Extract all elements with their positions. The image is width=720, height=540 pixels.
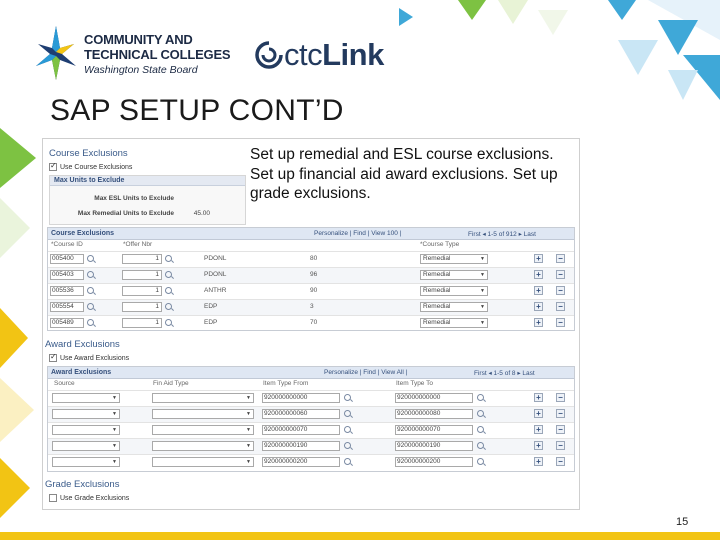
item-type-to-input[interactable]: 920000000070 [395, 425, 473, 435]
award-grid-pager[interactable]: First ◂ 1-5 of 8 ▸ Last [474, 370, 535, 377]
delete-row-button[interactable]: − [556, 318, 565, 327]
subject-text: EDP [204, 319, 218, 326]
use-grade-exclusions-label: Use Grade Exclusions [60, 495, 130, 502]
lookup-icon[interactable] [165, 271, 172, 278]
item-type-from-input[interactable]: 920000000190 [262, 441, 340, 451]
grade-exclusions-title: Grade Exclusions [45, 479, 120, 490]
item-type-to-input[interactable]: 920000000190 [395, 441, 473, 451]
offer-nbr-input[interactable]: 1 [122, 302, 162, 312]
item-type-from-input[interactable]: 920000000200 [262, 457, 340, 467]
course-id-input[interactable]: 005489 [50, 318, 84, 328]
blue-triangle-decoration [399, 8, 413, 26]
course-grid-pager[interactable]: First ◂ 1-5 of 912 ▸ Last [468, 231, 536, 238]
subject-text: EDP [204, 303, 218, 310]
ctclink-swirl-icon [254, 40, 284, 70]
course-id-input[interactable]: 005403 [50, 270, 84, 280]
delete-row-button[interactable]: − [556, 425, 565, 434]
slide-caption: Set up remedial and ESL course exclusions. Set up financial aid award exclusions. Set up grade exclusions. [250, 146, 558, 202]
page-number: 15 [676, 516, 689, 528]
delete-row-button[interactable]: − [556, 254, 565, 263]
ctclink-wordmark [284, 37, 384, 73]
table-row [48, 390, 574, 406]
use-course-exclusions-label: Use Course Exclusions [60, 164, 133, 171]
max-remedial-units-value[interactable]: 45.00 [193, 210, 210, 217]
max-esl-units-label: Max ESL Units to Exclude [94, 195, 174, 202]
award-grid-nav[interactable]: Personalize | Find | View All | [324, 369, 408, 376]
table-row [48, 267, 574, 283]
award-grid-title: Award Exclusions [51, 369, 112, 376]
use-grade-exclusions-checkbox[interactable] [49, 494, 57, 502]
slide-title: SAP SETUP CONT’D [50, 94, 344, 127]
corner-triangle-pattern [458, 0, 720, 110]
bottom-accent-bar [0, 532, 720, 540]
delete-row-button[interactable]: − [556, 457, 565, 466]
course-type-select[interactable]: Remedial ▼ [420, 254, 488, 264]
item-type-to-input[interactable]: 920000000000 [395, 393, 473, 403]
source-select[interactable] [52, 409, 120, 419]
fin-aid-type-select[interactable] [152, 393, 254, 403]
source-select[interactable] [52, 457, 120, 467]
lookup-icon[interactable] [477, 410, 484, 417]
source-select[interactable] [52, 441, 120, 451]
course-type-select[interactable]: Remedial ▼ [420, 318, 488, 328]
use-award-exclusions-label: Use Award Exclusions [60, 355, 130, 362]
course-id-input[interactable]: 005554 [50, 302, 84, 312]
course-id-input[interactable]: 005400 [50, 254, 84, 264]
catalog-text: 70 [310, 319, 318, 326]
course-exclusions-title: Course Exclusions [49, 148, 128, 159]
org-name-line3: Washington State Board [84, 64, 198, 76]
table-row [48, 406, 574, 422]
subject-text: ANTHR [204, 287, 227, 294]
subject-text: PDONL [204, 271, 227, 278]
course-type-select[interactable]: Remedial ▼ [420, 270, 488, 280]
fin-aid-type-select[interactable] [152, 425, 254, 435]
delete-row-button[interactable]: − [556, 441, 565, 450]
ctclink-prefix: ctc [284, 37, 323, 72]
max-units-box [49, 175, 246, 225]
col-item-type-to: Item Type To [396, 380, 433, 387]
subject-text: PDONL [204, 255, 227, 262]
lookup-icon[interactable] [477, 426, 484, 433]
org-name-line2: TECHNICAL COLLEGES [84, 47, 231, 62]
course-grid-header [48, 240, 574, 250]
lookup-icon[interactable] [477, 442, 484, 449]
source-select[interactable] [52, 393, 120, 403]
table-row [48, 438, 574, 454]
use-award-exclusions-checkbox[interactable] [49, 354, 57, 362]
add-row-button[interactable]: + [534, 457, 543, 466]
table-row [48, 283, 574, 299]
left-triangle-pattern [0, 128, 36, 540]
lookup-icon[interactable] [165, 255, 172, 262]
catalog-text: 3 [310, 303, 314, 310]
col-item-type-from: Item Type From [263, 380, 309, 387]
offer-nbr-input[interactable]: 1 [122, 270, 162, 280]
catalog-text: 96 [310, 271, 318, 278]
add-row-button[interactable]: + [534, 441, 543, 450]
offer-nbr-input[interactable]: 1 [122, 318, 162, 328]
lookup-icon[interactable] [344, 410, 351, 417]
lookup-icon[interactable] [87, 255, 94, 262]
table-row [48, 299, 574, 315]
table-row [48, 454, 574, 470]
sbctc-logo [30, 22, 240, 88]
course-type-select[interactable]: Remedial ▼ [420, 286, 488, 296]
delete-row-button[interactable]: − [556, 393, 565, 402]
course-grid-nav[interactable]: Personalize | Find | View 100 | [314, 230, 402, 237]
item-type-from-input[interactable]: 920000000000 [262, 393, 340, 403]
lookup-icon[interactable] [87, 303, 94, 310]
course-exclusions-grid [47, 227, 575, 331]
lookup-icon[interactable] [344, 426, 351, 433]
delete-row-button[interactable]: − [556, 270, 565, 279]
award-exclusions-grid [47, 366, 575, 472]
lookup-icon[interactable] [87, 287, 94, 294]
item-type-from-input[interactable]: 920000000070 [262, 425, 340, 435]
add-row-button[interactable]: + [534, 409, 543, 418]
lookup-icon[interactable] [344, 442, 351, 449]
lookup-icon[interactable] [165, 287, 172, 294]
add-row-button[interactable]: + [534, 425, 543, 434]
delete-row-button[interactable]: − [556, 286, 565, 295]
sbctc-star-icon [30, 22, 78, 82]
lookup-icon[interactable] [344, 394, 351, 401]
col-offer-nbr: *Offer Nbr [123, 241, 153, 248]
table-row [48, 422, 574, 438]
add-row-button[interactable]: + [534, 302, 543, 311]
add-row-button[interactable]: + [534, 393, 543, 402]
add-row-button[interactable]: + [534, 270, 543, 279]
col-source: Source [54, 380, 75, 387]
max-units-header: Max Units to Exclude [50, 176, 245, 186]
award-grid-header [48, 379, 574, 389]
award-exclusions-title: Award Exclusions [45, 339, 120, 350]
lookup-icon[interactable] [87, 271, 94, 278]
col-fin-aid-type: Fin Aid Type [153, 380, 189, 387]
lookup-icon[interactable] [165, 319, 172, 326]
table-row [48, 315, 574, 331]
fin-aid-type-select[interactable] [152, 409, 254, 419]
add-row-button[interactable]: + [534, 286, 543, 295]
offer-nbr-input[interactable]: 1 [122, 254, 162, 264]
course-grid-title: Course Exclusions [51, 230, 115, 237]
item-type-to-input[interactable]: 920000000200 [395, 457, 473, 467]
offer-nbr-input[interactable]: 1 [122, 286, 162, 296]
col-course-type: *Course Type [420, 241, 460, 248]
lookup-icon[interactable] [477, 394, 484, 401]
delete-row-button[interactable]: − [556, 409, 565, 418]
lookup-icon[interactable] [165, 303, 172, 310]
catalog-text: 90 [310, 287, 318, 294]
award-grid-toolbar [48, 367, 574, 379]
lookup-icon[interactable] [477, 458, 484, 465]
org-name-line1: COMMUNITY AND [84, 32, 193, 47]
course-type-select[interactable]: Remedial ▼ [420, 302, 488, 312]
lookup-icon[interactable] [344, 458, 351, 465]
add-row-button[interactable]: + [534, 254, 543, 263]
add-row-button[interactable]: + [534, 318, 543, 327]
fin-aid-type-select[interactable] [152, 457, 254, 467]
max-remedial-units-label: Max Remedial Units to Exclude [77, 210, 174, 217]
catalog-text: 80 [310, 255, 318, 262]
item-type-from-input[interactable]: 920000000060 [262, 409, 340, 419]
item-type-to-input[interactable]: 920000000080 [395, 409, 473, 419]
fin-aid-type-select[interactable] [152, 441, 254, 451]
ctclink-suffix: Link [322, 37, 384, 72]
delete-row-button[interactable]: − [556, 302, 565, 311]
col-course-id: *Course ID [51, 241, 83, 248]
lookup-icon[interactable] [87, 319, 94, 326]
source-select[interactable] [52, 425, 120, 435]
course-id-input[interactable]: 005536 [50, 286, 84, 296]
table-row [48, 251, 574, 267]
use-course-exclusions-checkbox[interactable] [49, 163, 57, 171]
course-grid-toolbar [48, 228, 574, 240]
